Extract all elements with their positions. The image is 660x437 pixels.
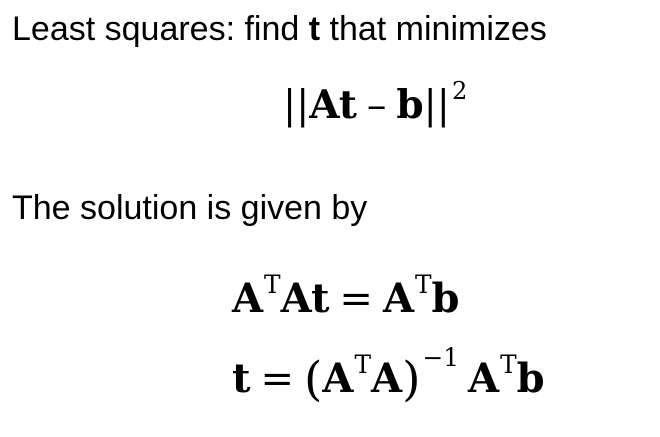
normal-A2: A xyxy=(280,275,311,322)
normal-b: b xyxy=(431,275,460,322)
intro-prefix: Least squares: find xyxy=(12,10,309,48)
objective-minus: – xyxy=(366,83,387,128)
solution-equals: = xyxy=(260,356,294,402)
solution-open-paren: ( xyxy=(304,352,323,407)
normal-equation xyxy=(232,270,460,322)
solution-inverse: −1 xyxy=(422,342,460,372)
objective-A: A xyxy=(309,82,339,128)
intro-suffix: that minimizes xyxy=(320,10,547,48)
normal-A3: A xyxy=(382,275,414,322)
solution-equation xyxy=(232,342,545,407)
objective-equation xyxy=(283,77,468,128)
solution-A1: A xyxy=(322,355,354,402)
intro-sentence xyxy=(12,12,547,46)
solution-T1: T xyxy=(354,350,372,380)
normal-t: t xyxy=(310,275,330,322)
normal-equals: = xyxy=(339,276,373,322)
solution-b: b xyxy=(516,355,545,402)
objective-close-bars: || xyxy=(423,83,450,128)
solution-T2: T xyxy=(500,350,517,380)
objective-b: b xyxy=(396,82,424,128)
objective-open-bars: || xyxy=(283,83,310,128)
normal-T1: T xyxy=(264,270,281,300)
solution-t: t xyxy=(232,355,251,402)
solution-intro: The solution is given by xyxy=(12,189,368,227)
intro-variable: t xyxy=(308,10,321,48)
solution-close-paren: ) xyxy=(402,352,421,407)
objective-exponent: 2 xyxy=(451,77,468,106)
objective-t: t xyxy=(338,82,357,128)
solution-A2: A xyxy=(371,355,403,402)
normal-A1: A xyxy=(232,275,264,322)
normal-T2: T xyxy=(414,270,432,300)
solution-A3: A xyxy=(468,355,500,402)
